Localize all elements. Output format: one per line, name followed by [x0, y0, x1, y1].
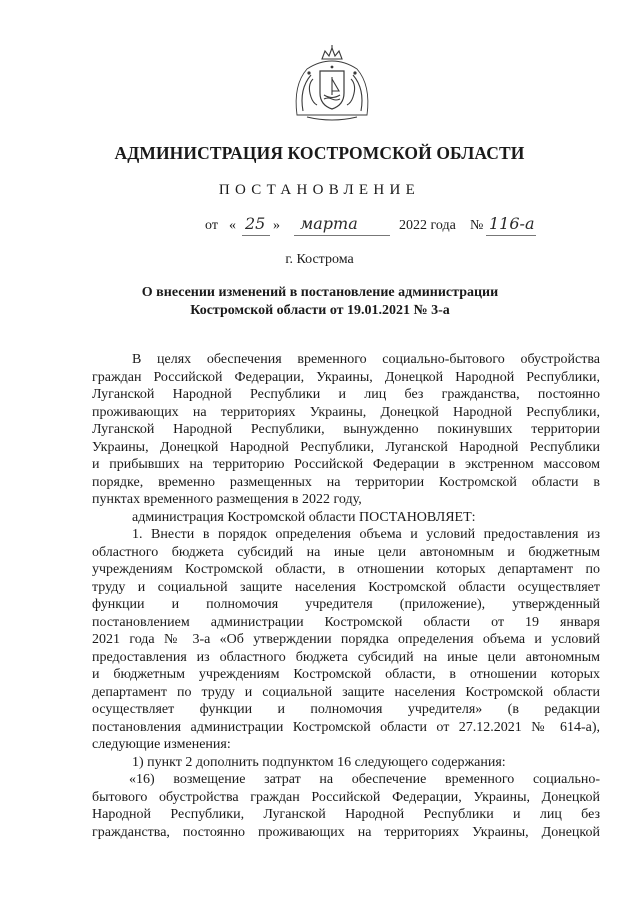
text-line: «16) возмещение затрат на обеспечение временного социально- [129, 772, 600, 787]
text-line: Украины, Донецкой Народной Республики, Луганской Народной Республики [92, 439, 600, 455]
city-line: г. Кострома [285, 252, 354, 267]
date-day: 25 [245, 214, 266, 233]
text-line: граждан Российской Федерации, Украины, Донецкой Народной Республики, [92, 369, 600, 385]
document-subject [120, 284, 520, 320]
month-underline [294, 235, 390, 236]
text-line: и прибывших на территорию Российской Федерации в экстренном массовом [92, 457, 600, 472]
text-line: департамент по труду и социальной защите населения Костромской области [92, 684, 600, 700]
text-line: Луганской Народной Республики и лиц без гражданства, постоянно [92, 387, 600, 402]
text-line: следующие изменения: [92, 737, 231, 752]
text-line: и бюджетным учреждениям Костромской области, в отношении которых [92, 667, 600, 682]
text-line: проживающих на территориях Украины, Донецкой Народной Республики, [92, 404, 600, 420]
text-line: 1. Внести в порядок определения объема и условий предоставления из [132, 527, 600, 542]
text-line: гражданства, постоянно проживающих на территориях Украины, Донецкой [92, 824, 600, 840]
text-line: функции и полномочия учредителя (приложение), утвержденный [92, 597, 600, 612]
day-underline [242, 235, 270, 236]
paragraph-subitem-1: 1) пункт 2 дополнить подпунктом 16 следующего содержания: [132, 754, 506, 770]
text-line: 2021 года № 3-а «Об утверждении порядка определения объема и условий [92, 632, 600, 647]
quote-close: » [273, 218, 280, 233]
date-month: марта [300, 214, 358, 233]
date-year: 2022 года [399, 218, 456, 233]
subject-line: О внесении изменений в постановление администрации [141, 285, 499, 300]
paragraph-preamble [92, 351, 600, 509]
paragraph-resolves: администрация Костромской области ПОСТАНОВЛЯЕТ: [132, 509, 476, 525]
text-line: областного бюджета субсидий на иные цели автономным и бюджетным [92, 544, 600, 560]
text-line: осуществляет функции и полномочия учредителя» (в редакции [92, 702, 600, 717]
agency-title: АДМИНИСТРАЦИЯ КОСТРОМСКОЙ ОБЛАСТИ [114, 143, 525, 163]
text-line: Народной Республики, Луганской Народной Республики и лиц без [92, 807, 600, 822]
text-line: Луганской Народной Республики, вынужденно покинувших территории [92, 422, 600, 437]
text-line: порядке, временно размещенных на территории Костромской области в [92, 474, 600, 490]
text-line: предоставления из областного бюджета субсидий на иные цели автономным [92, 649, 600, 665]
document-type: ПОСТАНОВЛЕНИЕ [218, 182, 421, 198]
text-line: пунктах временного размещения в 2022 году, [92, 492, 362, 507]
date-line [0, 214, 639, 240]
number-prefix: № [470, 218, 484, 233]
text-line: В целях обеспечения временного социально-бытового обустройства [132, 352, 600, 367]
text-line: труду и социальной защите населения Костромской области осуществляет [92, 579, 600, 595]
paragraph-item-1 [92, 526, 600, 754]
text-line: постановлением администрации Костромской области от 19 января [92, 614, 600, 630]
text-line: учреждениям Костромской области, в отношении которых департамент по [92, 562, 600, 577]
subject-line: Костромской области от 19.01.2021 № 3-а [190, 303, 450, 318]
text-line: бытового обустройства граждан Российской Федерации, Украины, Донецкой [92, 789, 600, 805]
text-line: постановления администрации Костромской области от 27.12.2021 № 614-а), [92, 719, 600, 735]
date-prefix: от [205, 218, 218, 233]
paragraph-quote [92, 771, 600, 841]
quote-open: « [229, 218, 236, 233]
coat-of-arms-icon [289, 45, 375, 123]
number-underline [486, 235, 536, 236]
document-body [92, 351, 600, 841]
document-number: 116-а [489, 214, 535, 233]
